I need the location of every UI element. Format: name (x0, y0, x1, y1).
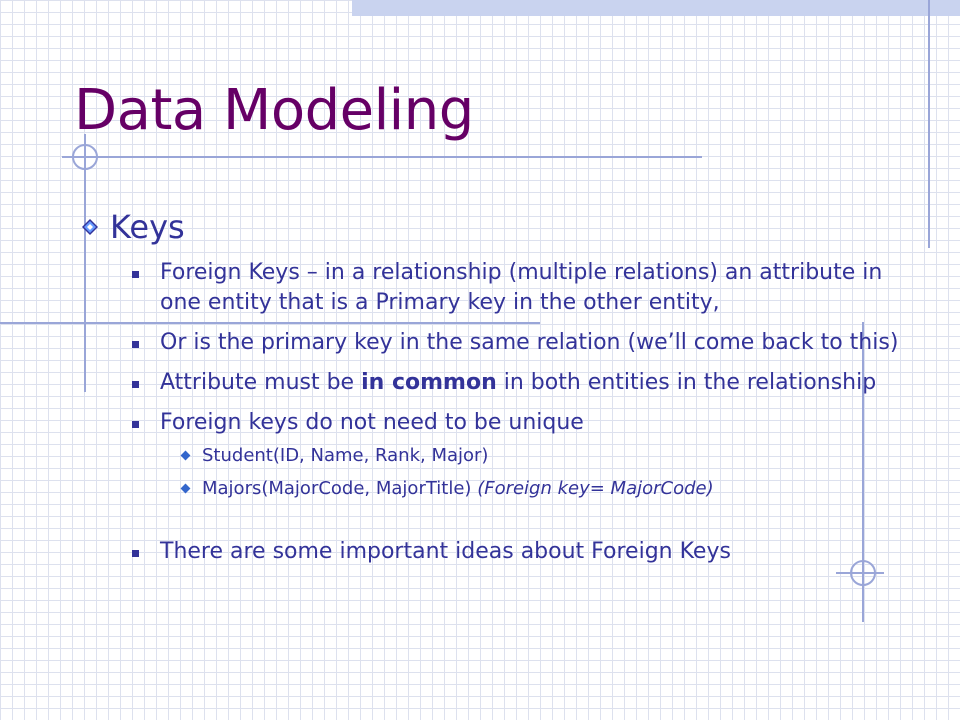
right-vertical-line (928, 0, 930, 248)
sub-bullet-text: Majors(MajorCode, MajorTitle) (202, 478, 472, 499)
heading-row (82, 208, 185, 246)
bullet-text: Foreign Keys – in a relationship (multiple relations) an attribute in one entity that is a Primary key in the other entity, (160, 260, 883, 315)
bullet-text: Foreign keys do not need to be unique (160, 410, 584, 435)
bullet-text: There are some important ideas about Foreign Keys (160, 539, 731, 564)
bullet-item (132, 368, 902, 398)
foreign-key-note: (Foreign key= MajorCode) (477, 478, 714, 499)
small-diamond-bullet-icon (181, 451, 191, 461)
small-diamond-bullet-icon (181, 484, 191, 494)
slide-title: Data Modeling (74, 78, 474, 143)
top-left-circle (72, 144, 98, 170)
title-underline (62, 156, 702, 158)
bullet-item (132, 258, 902, 318)
bullet-item (132, 408, 902, 438)
bullet-item (132, 537, 902, 567)
square-bullet-icon (132, 421, 139, 428)
heading-keys: Keys (110, 208, 185, 246)
bullet-list (132, 258, 902, 577)
bullet-text: Or is the primary key in the same relation (we’ll come back to this) (160, 330, 899, 355)
sub-bullet-text: Student(ID, Name, Rank, Major) (202, 445, 489, 466)
square-bullet-icon (132, 550, 139, 557)
bullet-text (160, 370, 876, 395)
left-vertical-line (84, 134, 86, 392)
square-bullet-icon (132, 381, 139, 388)
sub-bullet-item (132, 444, 902, 468)
square-bullet-icon (132, 271, 139, 278)
bold-phrase: in common (361, 370, 497, 395)
diamond-bullet-icon (82, 219, 98, 235)
bullet-text-end: in both entities in the relationship (496, 370, 877, 395)
top-accent-bar (352, 0, 960, 16)
bullet-text-start: Attribute must be (160, 370, 362, 395)
square-bullet-icon (132, 341, 139, 348)
sub-bullet-item (132, 477, 902, 501)
bullet-item (132, 328, 902, 358)
